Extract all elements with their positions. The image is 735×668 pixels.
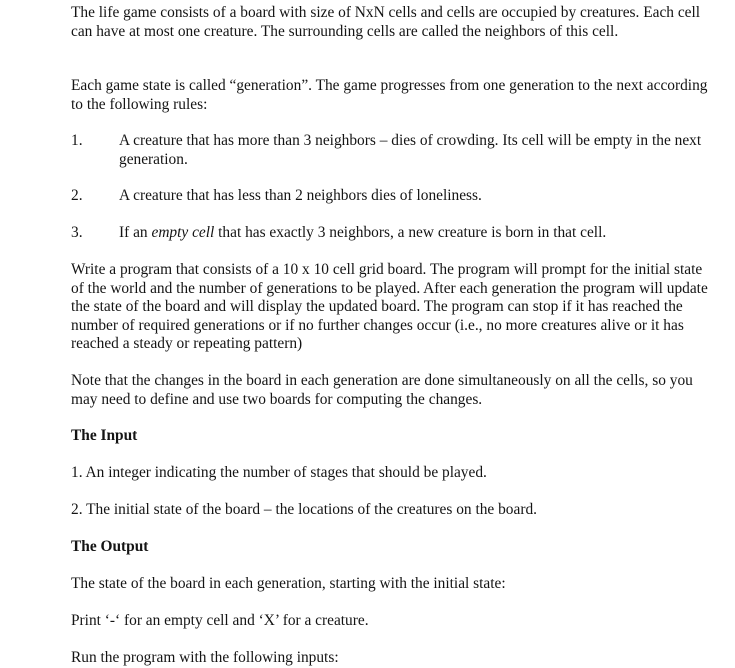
note-paragraph: Note that the changes in the board in each generation are done simultaneously on all the cells, so you may need to define and use two boards for computing the changes.: [71, 372, 693, 408]
rule-number: 3.: [71, 224, 83, 241]
run-description: Run the program with the following inputs:: [71, 649, 339, 666]
input-heading: The Input: [71, 427, 138, 444]
print-description: Print ‘-‘ for an empty cell and ‘X’ for a creature.: [71, 612, 369, 629]
input-item-2: 2. The initial state of the board – the locations of the creatures on the board.: [71, 501, 537, 518]
rule-number: 1.: [71, 132, 83, 149]
rule-text: If an empty cell that has exactly 3 neighbors, a new creature is born in that cell.: [119, 224, 607, 241]
input-item-1: 1. An integer indicating the number of stages that should be played.: [71, 464, 487, 481]
intro-paragraph: The life game consists of a board with size of NxN cells and cells are occupied by creatures. Each cell can have at most one creature. The surrounding cells are called the neighbors of this cell.: [71, 4, 701, 40]
rule-text: A creature that has more than 3 neighbors – dies of crowding. Its cell will be empty in the next generation.: [119, 132, 702, 168]
rule-text: A creature that has less than 2 neighbors dies of loneliness.: [119, 187, 482, 204]
program-description-paragraph: Write a program that consists of a 10 x 10 cell grid board. The program will prompt for the initial state of the world and the number of generations to be played. After each generation the program will update the state of the board and will display the updated board. The program can stop if it has reached the number of required generations or if no further changes occur (i.e., no more creatures alive or it has reached a steady or repeating pattern): [71, 261, 708, 352]
output-heading: The Output: [71, 538, 149, 555]
emphasis-text: empty cell: [151, 224, 215, 241]
generation-paragraph: Each game state is called “generation”. The game progresses from one generation to the next according to the following rules:: [71, 77, 708, 113]
output-description: The state of the board in each generation, starting with the initial state:: [71, 575, 506, 592]
rule-number: 2.: [71, 187, 83, 204]
